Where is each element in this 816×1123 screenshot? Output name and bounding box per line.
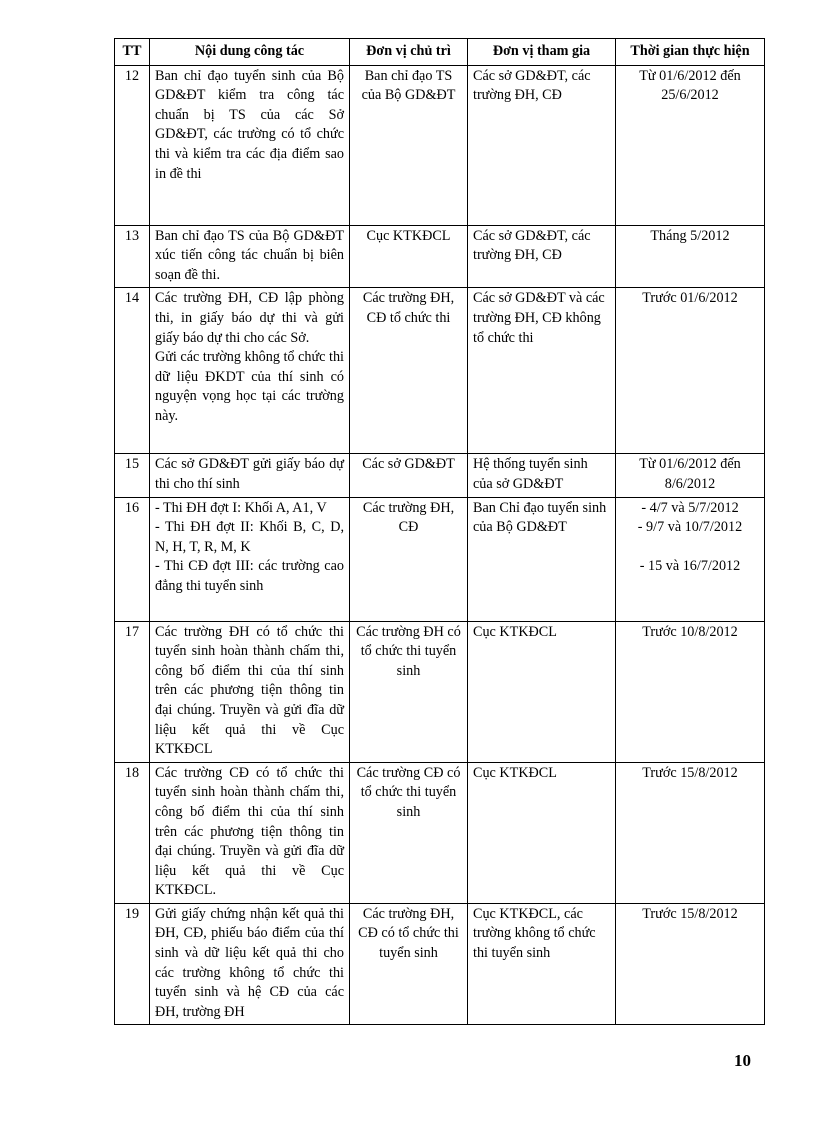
table-row [115,454,765,497]
cell-content-text: Các trường ĐH, CĐ lập phòng thi, in giấy báo dự thi và gửi giấy báo dự thi cho các Sở. [155,290,344,346]
table-body [115,65,765,1025]
table-row [115,621,765,762]
row-number: 16 [115,497,150,621]
cell-participants-text: Các sở GD&ĐT, các trường ĐH, CĐ [473,227,591,264]
schedule-table [114,38,765,1025]
cell-chair-text: Các trường ĐH, CĐ có tổ chức thi tuyển sinh [358,905,459,962]
cell-time-text: - 4/7 và 5/7/2012 [641,499,739,516]
cell-content-text: Gửi giấy chứng nhận kết quả thi ĐH, CĐ, phiếu báo điểm của thí sinh và dữ liệu kết quả thi cho các trường không tổ chức thi tuyển sinh và hệ CĐ của các ĐH, trường ĐH [155,905,344,1020]
cell-chair-text: Cục KTKĐCL [366,227,451,244]
cell-time [616,621,765,762]
cell-content-text: Các sở GD&ĐT gửi giấy báo dự thi cho thí sinh [155,456,344,492]
cell-participants-text: Cục KTKĐCL [473,623,557,640]
cell-time-text: Trước 01/6/2012 [642,290,738,307]
cell-chair [350,903,468,1025]
cell-participants [468,497,616,621]
cell-chair [350,454,468,497]
cell-participants [468,454,616,497]
cell-content [150,288,350,454]
cell-time-text: Tháng 5/2012 [650,227,730,244]
row-number: 19 [115,903,150,1025]
cell-content [150,903,350,1025]
cell-time-text: Trước 10/8/2012 [642,623,738,640]
cell-time-text: Từ 01/6/2012 đến 25/6/2012 [639,67,741,104]
header-tt: TT [115,39,150,66]
cell-participants-text: Cục KTKĐCL [473,764,557,781]
cell-time-text: - 9/7 và 10/7/2012 [637,519,743,536]
cell-time [616,762,765,903]
cell-time-text: Trước 15/8/2012 [642,764,738,781]
table-row [115,225,765,288]
cell-chair-text: Các sở GD&ĐT [362,456,455,473]
table-row [115,288,765,454]
cell-participants-text: Hệ thống tuyển sinh của sở GD&ĐT [473,456,588,492]
cell-content-text: Ban chỉ đạo tuyển sinh của Bộ GD&ĐT kiểm tra công tác chuẩn bị TS của các Sở GD&ĐT, các trường có tổ chức thi và kiểm tra các địa điểm sao in đề thi [155,67,344,182]
cell-content-text: Ban chỉ đạo TS của Bộ GD&ĐT xúc tiến công tác chuẩn bị biên soạn đề thi. [155,227,344,283]
cell-time-text: - 15 và 16/7/2012 [639,557,741,574]
row-number: 14 [115,288,150,454]
cell-chair [350,225,468,288]
cell-content [150,621,350,762]
cell-participants [468,65,616,225]
cell-time [616,288,765,454]
cell-participants [468,288,616,454]
header-chair: Đơn vị chủ trì [350,39,468,66]
row-number: 18 [115,762,150,903]
cell-content-text: Các trường CĐ có tổ chức thi tuyển sinh hoàn thành chấm thi, công bố điểm thi của thí sinh trên các phương tiện thông tin đại chúng. Truyền và gửi đĩa dữ liệu kết quả thi về Cục KTKĐCL. [155,764,344,899]
cell-time [616,497,765,621]
cell-participants-text: Các sở GD&ĐT, các trường ĐH, CĐ [473,67,591,104]
cell-chair [350,621,468,762]
cell-content-text: - Thi ĐH đợt II: Khối B, C, D, N, H, T, R, M, K [155,519,344,555]
table-row [115,762,765,903]
cell-content-text: - Thi ĐH đợt I: Khối A, A1, V [155,499,327,516]
cell-chair-text: Các trường ĐH, CĐ tổ chức thi [362,290,455,326]
table-row [115,65,765,225]
cell-chair-text: Các trường ĐH có tổ chức thi tuyển sinh [356,623,461,679]
cell-time [616,65,765,225]
row-number: 15 [115,454,150,497]
cell-chair [350,288,468,454]
cell-participants-text: Các sở GD&ĐT và các trường ĐH, CĐ không tổ chức thi [473,290,605,346]
cell-chair-text: Các trường ĐH, CĐ [362,499,455,536]
spacer [621,538,759,557]
cell-participants [468,621,616,762]
cell-content [150,65,350,225]
cell-time [616,454,765,497]
row-number: 13 [115,225,150,288]
cell-content [150,497,350,621]
cell-time-text: Từ 01/6/2012 đến 8/6/2012 [639,456,741,492]
cell-chair [350,65,468,225]
cell-participants [468,762,616,903]
table-header-row [115,39,765,66]
cell-chair-text: Các trường CĐ có tổ chức thi tuyển sinh [356,764,461,820]
header-time: Thời gian thực hiện [616,39,765,66]
cell-chair-text: Ban chỉ đạo TS của Bộ GD&ĐT [361,67,456,104]
cell-participants-text: Cục KTKĐCL, các trường không tổ chức thi tuyển sinh [473,905,596,962]
cell-participants-text: Ban Chỉ đạo tuyển sinh của Bộ GD&ĐT [473,499,607,536]
cell-content [150,225,350,288]
cell-content-text: Các trường ĐH có tổ chức thi tuyển sinh hoàn thành chấm thi, công bố điểm thi của thí sinh trên các phương tiện thông tin đại chúng. Truyền và gửi đĩa dữ liệu kết quả thi về Cục KTKĐCL [155,623,344,758]
table-row [115,497,765,621]
cell-content [150,454,350,497]
row-number: 17 [115,621,150,762]
row-number: 12 [115,65,150,225]
cell-chair [350,762,468,903]
cell-time [616,903,765,1025]
cell-participants [468,225,616,288]
cell-chair [350,497,468,621]
header-participants: Đơn vị tham gia [468,39,616,66]
cell-content-text: - Thi CĐ đợt III: các trường cao đẳng thi tuyển sinh [155,558,344,594]
header-content: Nội dung công tác [150,39,350,66]
page-number: 10 [734,1051,751,1070]
cell-content-text: Gửi các trường không tổ chức thi dữ liệu ĐKDT của thí sinh có nguyện vọng học tại các trường này. [155,349,344,424]
cell-content [150,762,350,903]
cell-time-text: Trước 15/8/2012 [642,905,738,922]
cell-participants [468,903,616,1025]
cell-time [616,225,765,288]
table-row [115,903,765,1025]
